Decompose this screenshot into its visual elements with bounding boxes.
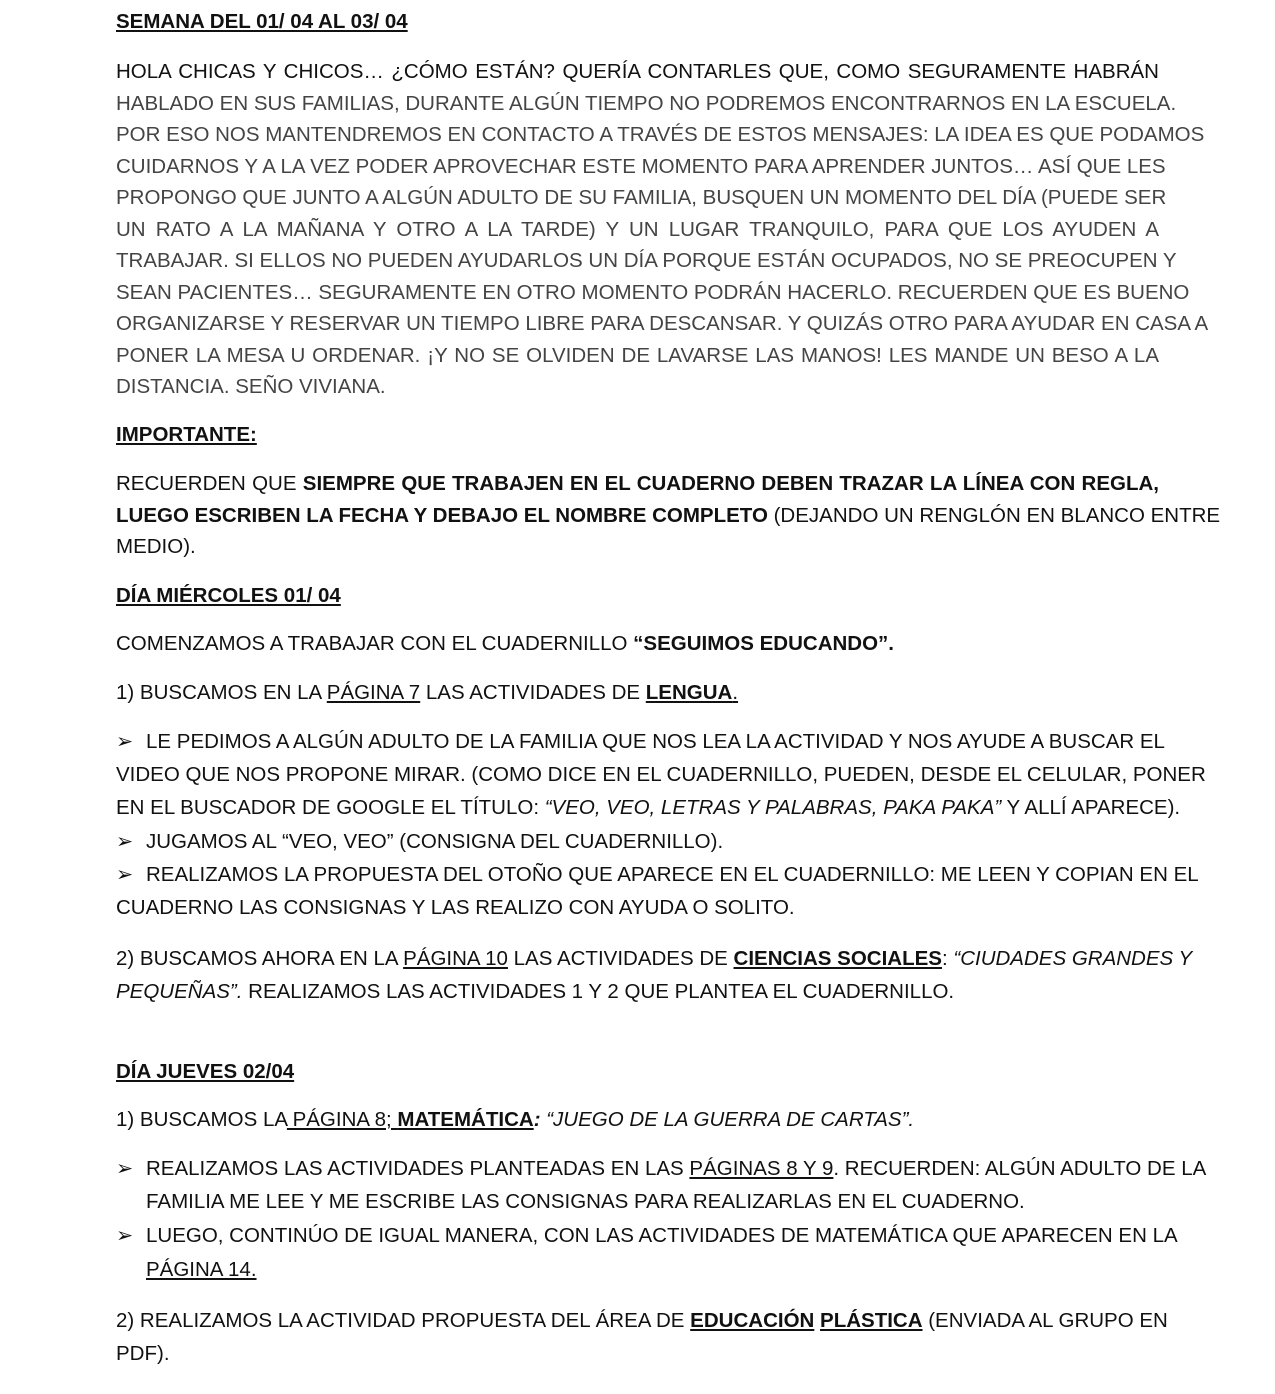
importante-line (116, 500, 1221, 532)
text-segment: (ENVIADA AL GRUPO EN (922, 1309, 1168, 1332)
page-title: SEMANA DEL 01/ 04 AL 03/ 04 (116, 10, 408, 33)
greeting-line: POR ESO NOS MANTENDREMOS EN CONTACTO A TRAVÉS DE ESTOS MENSAJES: LA IDEA ES QUE PODAMOS (116, 123, 1205, 146)
text-segment: RECUERDEN QUE (116, 472, 303, 495)
text-segment: LAS ACTIVIDADES DE (507, 947, 734, 970)
page-reference: PÁGINA 7 (326, 681, 421, 704)
arrow-bullet-icon: ➢ (116, 1157, 134, 1180)
miercoles-item-2-continuation (116, 976, 1159, 1008)
jueves-item-1 (116, 1104, 1159, 1136)
text-segment: 1) BUSCAMOS EN LA (116, 681, 327, 704)
video-title: “VEO, VEO, LETRAS Y PALABRAS, PAKA PAKA” (544, 796, 1002, 819)
bullet-item (116, 726, 1165, 758)
text-segment: 1) BUSCAMOS LA (116, 1108, 287, 1131)
miercoles-intro (116, 628, 1159, 660)
text-segment: LE PEDIMOS A ALGÚN ADULTO DE LA FAMILIA QUE NOS LEA LA ACTIVIDAD Y NOS AYUDE A BUSCAR EL (146, 730, 1165, 753)
greeting-line: TRABAJAR. SI ELLOS NO PUEDEN AYUDARLOS UN DÍA PORQUE ESTÁN OCUPADOS, NO SE PREOCUPEN Y (116, 249, 1177, 272)
text-segment: COMENZAMOS A TRABAJAR CON EL CUADERNILLO (116, 632, 634, 655)
miercoles-item-2 (116, 943, 1193, 975)
text-segment: REALIZAMOS LAS ACTIVIDADES 1 Y 2 QUE PLANTEA EL CUADERNILLO. (242, 980, 955, 1003)
page-reference: PÁGINA 14. (146, 1258, 257, 1281)
greeting-line: HABLADO EN SUS FAMILIAS, DURANTE ALGÚN TIEMPO NO PODREMOS ENCONTRARNOS EN LA ESCUELA. (116, 92, 1177, 115)
subject-name: LENGUA (645, 681, 733, 704)
arrow-bullet-icon: ➢ (116, 830, 134, 853)
greeting-line: UN RATO A LA MAÑANA Y OTRO A LA TARDE) Y UN LUGAR TRANQUILO, PARA QUE LOS AYUDEN A (116, 218, 1159, 241)
jueves-item-2 (116, 1305, 1168, 1337)
bold-segment: SIEMPRE QUE TRABAJEN EN EL CUADERNO DEBEN TRAZAR LA LÍNEA CON REGLA, (302, 472, 1159, 495)
bullet-item-continuation: FAMILIA ME LEE Y ME ESCRIBE LAS CONSIGNAS PARA REALIZARLAS EN EL CUADERNO. (146, 1190, 1025, 1213)
arrow-bullet-icon: ➢ (116, 863, 134, 886)
greeting-line: CUIDARNOS Y A LA VEZ PODER APROVECHAR ESTE MOMENTO PARA APRENDER JUNTOS… ASÍ QUE LES (116, 155, 1166, 178)
bullet-item (116, 859, 1199, 891)
text-segment: : (533, 1108, 541, 1131)
activity-title: “CIUDADES GRANDES Y (953, 947, 1193, 970)
greeting-line: PONER LA MESA U ORDENAR. ¡Y NO SE OLVIDEN DE LAVARSE LAS MANOS! LES MANDE UN BESO A LA (116, 344, 1159, 367)
text-segment: Y ALLÍ APARECE). (1001, 796, 1181, 819)
text-segment: . RECUERDEN: ALGÚN ADULTO DE LA (833, 1157, 1207, 1180)
greeting-line: PROPONGO QUE JUNTO A ALGÚN ADULTO DE SU FAMILIA, BUSQUEN UN MOMENTO DEL DÍA (PUEDE SER (116, 186, 1167, 209)
importante-heading: IMPORTANTE: (116, 423, 257, 446)
greeting-line: HOLA CHICAS Y CHICOS… ¿CÓMO ESTÁN? QUERÍA CONTARLES QUE, COMO SEGURAMENTE HABRÁN (116, 60, 1159, 83)
text-segment: . (732, 681, 739, 704)
arrow-bullet-icon: ➢ (116, 1224, 134, 1247)
bullet-item-continuation: VIDEO QUE NOS PROPONE MIRAR. (COMO DICE EN EL CUADERNILLO, PUEDEN, DESDE EL CELULAR, PONER (116, 763, 1206, 786)
subject-name: CIENCIAS SOCIALES (733, 947, 942, 970)
jueves-item-2-continuation: PDF). (116, 1342, 170, 1365)
arrow-bullet-icon: ➢ (116, 730, 134, 753)
jueves-heading: DÍA JUEVES 02/04 (116, 1060, 295, 1083)
text-segment: EN EL BUSCADOR DE GOOGLE EL TÍTULO: (116, 796, 545, 819)
text-segment: (DEJANDO UN RENGLÓN EN BLANCO ENTRE (767, 504, 1221, 527)
greeting-line: SEAN PACIENTES… SEGURAMENTE EN OTRO MOMENTO PODRÁN HACERLO. RECUERDEN QUE ES BUENO (116, 281, 1190, 304)
text-segment: 2) REALIZAMOS LA ACTIVIDAD PROPUESTA DEL ÁREA DE (116, 1309, 691, 1332)
greeting-line: DISTANCIA. SEÑO VIVIANA. (116, 375, 386, 398)
bullet-item (116, 826, 1159, 858)
activity-title: PEQUEÑAS”. (116, 980, 243, 1003)
subject-name: MATEMÁTICA (397, 1108, 534, 1131)
text-segment: : (941, 947, 954, 970)
text-segment: REALIZAMOS LAS ACTIVIDADES PLANTEADAS EN LAS (146, 1157, 690, 1180)
importante-line (116, 468, 1159, 500)
text-segment: JUGAMOS AL “VEO, VEO” (CONSIGNA DEL CUADERNILLO). (146, 830, 724, 853)
importante-line: MEDIO). (116, 535, 196, 558)
bullet-item (116, 1220, 1178, 1252)
text-segment: 2) BUSCAMOS AHORA EN LA (116, 947, 404, 970)
subject-name: PLÁSTICA (820, 1309, 923, 1332)
bullet-item-continuation (116, 792, 1181, 824)
bullet-item-continuation: CUADERNO LAS CONSIGNAS Y LAS REALIZO CON AYUDA O SOLITO. (116, 896, 795, 919)
greeting-line: ORGANIZARSE Y RESERVAR UN TIEMPO LIBRE PARA DESCANSAR. Y QUIZÁS OTRO PARA AYUDAR EN CASA A (116, 312, 1209, 335)
text-segment: REALIZAMOS LA PROPUESTA DEL OTOÑO QUE APARECE EN EL CUADERNILLO: ME LEEN Y COPIAN EN EL (146, 863, 1199, 886)
bullet-item (116, 1153, 1207, 1185)
page-reference: PÁGINAS 8 Y 9 (689, 1157, 834, 1180)
page-reference: PÁGINA 8; (286, 1108, 398, 1131)
miercoles-heading: DÍA MIÉRCOLES 01/ 04 (116, 584, 341, 607)
text-segment: LAS ACTIVIDADES DE (420, 681, 646, 704)
booklet-title: “SEGUIMOS EDUCANDO”. (633, 632, 894, 655)
bold-segment: LUEGO ESCRIBEN LA FECHA Y DEBAJO EL NOMBRE COMPLETO (116, 504, 768, 527)
activity-title: “JUEGO DE LA GUERRA DE CARTAS”. (540, 1108, 915, 1131)
miercoles-item-1 (116, 677, 1159, 709)
page-reference: PÁGINA 10 (403, 947, 508, 970)
text-segment: LUEGO, CONTINÚO DE IGUAL MANERA, CON LAS ACTIVIDADES DE MATEMÁTICA QUE APARECEN EN LA (146, 1224, 1178, 1247)
subject-name: EDUCACIÓN (690, 1309, 815, 1332)
bullet-item-continuation (116, 1254, 1159, 1286)
